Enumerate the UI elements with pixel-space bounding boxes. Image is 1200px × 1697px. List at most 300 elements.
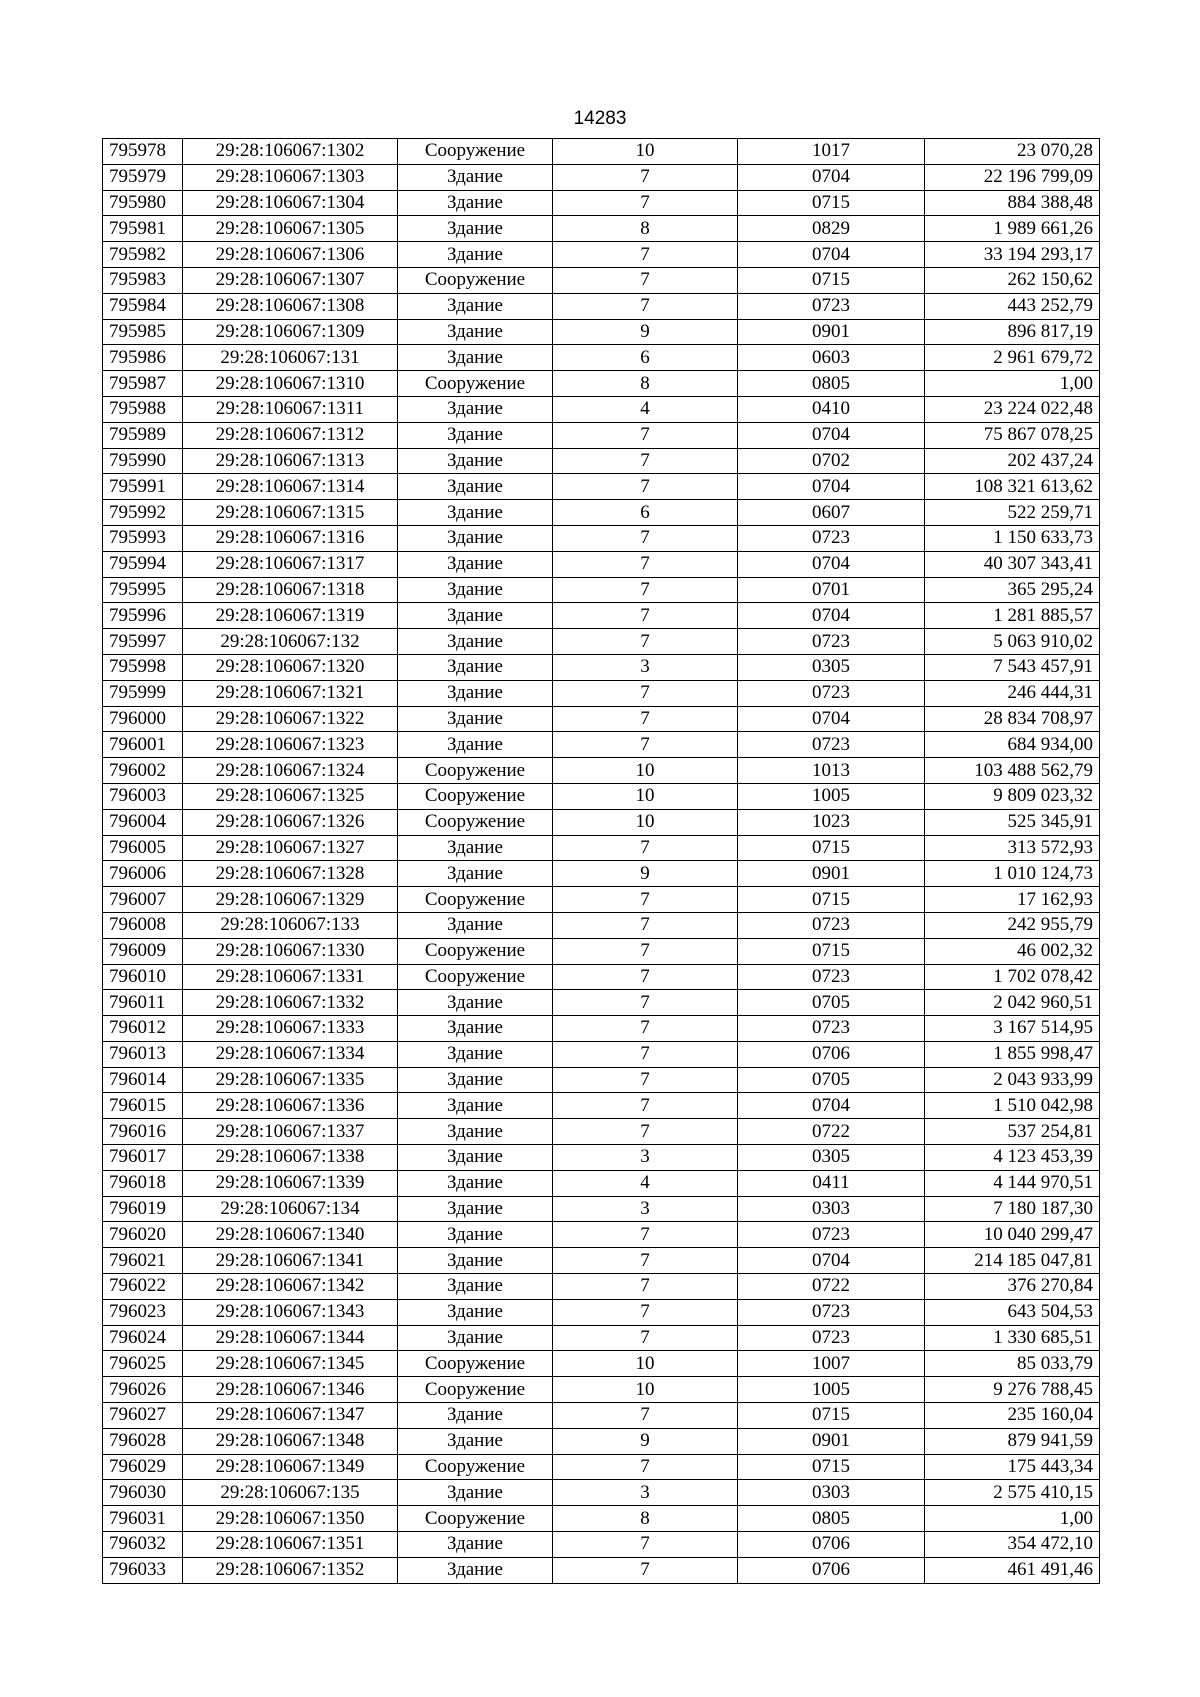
table-row [103, 1532, 1100, 1558]
row-number-cell: 795984 [103, 293, 183, 319]
table-row [103, 1067, 1100, 1093]
row-number-cell: 796022 [103, 1274, 183, 1300]
object-type-cell: Сооружение [398, 1506, 553, 1532]
group-cell: 7 [553, 1274, 738, 1300]
cadastral-value-cell: 28 834 708,97 [925, 706, 1100, 732]
group-cell: 7 [553, 1403, 738, 1429]
row-number-cell: 795990 [103, 448, 183, 474]
row-number-cell: 796013 [103, 1041, 183, 1067]
object-type-cell: Здание [398, 216, 553, 242]
cadastral-number-cell: 29:28:106067:1328 [183, 861, 398, 887]
table-row [103, 1377, 1100, 1403]
row-number-cell: 795985 [103, 319, 183, 345]
cadastral-value-cell: 1,00 [925, 1506, 1100, 1532]
cadastral-number-cell: 29:28:106067:1334 [183, 1041, 398, 1067]
code-cell: 0706 [738, 1041, 925, 1067]
code-cell: 1005 [738, 1377, 925, 1403]
cadastral-number-cell: 29:28:106067:1339 [183, 1170, 398, 1196]
group-cell: 6 [553, 500, 738, 526]
code-cell: 0715 [738, 835, 925, 861]
cadastral-value-cell: 46 002,32 [925, 938, 1100, 964]
object-type-cell: Здание [398, 732, 553, 758]
cadastral-number-cell: 29:28:106067:1352 [183, 1557, 398, 1583]
table-row [103, 1119, 1100, 1145]
cadastral-value-cell: 23 070,28 [925, 139, 1100, 165]
table-row [103, 1093, 1100, 1119]
group-cell: 7 [553, 835, 738, 861]
cadastral-number-cell: 29:28:106067:1303 [183, 164, 398, 190]
cadastral-value-cell: 4 123 453,39 [925, 1145, 1100, 1171]
object-type-cell: Здание [398, 603, 553, 629]
code-cell: 0723 [738, 1299, 925, 1325]
cadastral-value-cell: 365 295,24 [925, 577, 1100, 603]
object-type-cell: Здание [398, 345, 553, 371]
group-cell: 7 [553, 732, 738, 758]
table-row [103, 1145, 1100, 1171]
cadastral-number-cell: 29:28:106067:1347 [183, 1403, 398, 1429]
object-type-cell: Здание [398, 1480, 553, 1506]
table-row [103, 371, 1100, 397]
code-cell: 1005 [738, 783, 925, 809]
code-cell: 1023 [738, 809, 925, 835]
cadastral-number-cell: 29:28:106067:1335 [183, 1067, 398, 1093]
group-cell: 7 [553, 525, 738, 551]
group-cell: 7 [553, 474, 738, 500]
group-cell: 9 [553, 1428, 738, 1454]
code-cell: 0715 [738, 1403, 925, 1429]
object-type-cell: Здание [398, 1093, 553, 1119]
table-row [103, 835, 1100, 861]
object-type-cell: Сооружение [398, 1377, 553, 1403]
cadastral-number-cell: 29:28:106067:1311 [183, 396, 398, 422]
row-number-cell: 795993 [103, 525, 183, 551]
object-type-cell: Здание [398, 629, 553, 655]
cadastral-value-cell: 313 572,93 [925, 835, 1100, 861]
row-number-cell: 796019 [103, 1196, 183, 1222]
code-cell: 0901 [738, 319, 925, 345]
row-number-cell: 796008 [103, 912, 183, 938]
code-cell: 0704 [738, 474, 925, 500]
object-type-cell: Здание [398, 1067, 553, 1093]
group-cell: 3 [553, 1480, 738, 1506]
table-row [103, 603, 1100, 629]
object-type-cell: Здание [398, 500, 553, 526]
cadastral-number-cell: 29:28:106067:1332 [183, 990, 398, 1016]
code-cell: 0701 [738, 577, 925, 603]
table-row [103, 1041, 1100, 1067]
row-number-cell: 795986 [103, 345, 183, 371]
cadastral-value-cell: 242 955,79 [925, 912, 1100, 938]
object-type-cell: Сооружение [398, 1454, 553, 1480]
object-type-cell: Здание [398, 319, 553, 345]
table-row [103, 474, 1100, 500]
object-type-cell: Сооружение [398, 267, 553, 293]
cadastral-value-cell: 2 043 933,99 [925, 1067, 1100, 1093]
cadastral-value-cell: 1,00 [925, 371, 1100, 397]
object-type-cell: Здание [398, 1325, 553, 1351]
row-number-cell: 796015 [103, 1093, 183, 1119]
row-number-cell: 796021 [103, 1248, 183, 1274]
cadastral-value-cell: 643 504,53 [925, 1299, 1100, 1325]
object-type-cell: Сооружение [398, 887, 553, 913]
table-row [103, 1170, 1100, 1196]
cadastral-value-cell: 3 167 514,95 [925, 1016, 1100, 1042]
cadastral-number-cell: 29:28:106067:1351 [183, 1532, 398, 1558]
table-row [103, 1403, 1100, 1429]
group-cell: 7 [553, 164, 738, 190]
group-cell: 7 [553, 448, 738, 474]
row-number-cell: 796027 [103, 1403, 183, 1429]
cadastral-value-cell: 376 270,84 [925, 1274, 1100, 1300]
object-type-cell: Здание [398, 474, 553, 500]
code-cell: 0704 [738, 422, 925, 448]
code-cell: 0723 [738, 1222, 925, 1248]
row-number-cell: 796004 [103, 809, 183, 835]
row-number-cell: 796006 [103, 861, 183, 887]
object-type-cell: Здание [398, 1248, 553, 1274]
table-row [103, 783, 1100, 809]
code-cell: 0704 [738, 242, 925, 268]
object-type-cell: Здание [398, 422, 553, 448]
group-cell: 7 [553, 1248, 738, 1274]
row-number-cell: 795996 [103, 603, 183, 629]
group-cell: 8 [553, 1506, 738, 1532]
cadastral-number-cell: 29:28:106067:1313 [183, 448, 398, 474]
code-cell: 0704 [738, 164, 925, 190]
table-row [103, 422, 1100, 448]
cadastral-number-cell: 29:28:106067:131 [183, 345, 398, 371]
group-cell: 8 [553, 216, 738, 242]
row-number-cell: 795998 [103, 654, 183, 680]
row-number-cell: 796012 [103, 1016, 183, 1042]
object-type-cell: Здание [398, 242, 553, 268]
cadastral-number-cell: 29:28:106067:134 [183, 1196, 398, 1222]
code-cell: 0723 [738, 629, 925, 655]
cadastral-value-cell: 2 042 960,51 [925, 990, 1100, 1016]
code-cell: 1013 [738, 758, 925, 784]
row-number-cell: 796007 [103, 887, 183, 913]
code-cell: 0715 [738, 267, 925, 293]
group-cell: 7 [553, 629, 738, 655]
cadastral-value-cell: 443 252,79 [925, 293, 1100, 319]
group-cell: 7 [553, 1299, 738, 1325]
object-type-cell: Здание [398, 654, 553, 680]
object-type-cell: Здание [398, 190, 553, 216]
code-cell: 0723 [738, 964, 925, 990]
group-cell: 3 [553, 1196, 738, 1222]
table-row [103, 500, 1100, 526]
object-type-cell: Здание [398, 835, 553, 861]
row-number-cell: 796009 [103, 938, 183, 964]
object-type-cell: Сооружение [398, 1351, 553, 1377]
cadastral-value-cell: 461 491,46 [925, 1557, 1100, 1583]
code-cell: 0704 [738, 1093, 925, 1119]
group-cell: 7 [553, 551, 738, 577]
object-type-cell: Здание [398, 164, 553, 190]
code-cell: 0723 [738, 732, 925, 758]
cadastral-number-cell: 29:28:106067:1314 [183, 474, 398, 500]
table-row [103, 629, 1100, 655]
cadastral-number-cell: 29:28:106067:1302 [183, 139, 398, 165]
cadastral-number-cell: 29:28:106067:1320 [183, 654, 398, 680]
table-row [103, 1480, 1100, 1506]
object-type-cell: Сооружение [398, 371, 553, 397]
row-number-cell: 795992 [103, 500, 183, 526]
group-cell: 7 [553, 706, 738, 732]
table-row [103, 1351, 1100, 1377]
table-row [103, 809, 1100, 835]
object-type-cell: Здание [398, 1196, 553, 1222]
row-number-cell: 796014 [103, 1067, 183, 1093]
table-row [103, 1557, 1100, 1583]
row-number-cell: 796017 [103, 1145, 183, 1171]
table-row [103, 1299, 1100, 1325]
code-cell: 0723 [738, 680, 925, 706]
group-cell: 4 [553, 396, 738, 422]
table-row [103, 861, 1100, 887]
row-number-cell: 795982 [103, 242, 183, 268]
group-cell: 7 [553, 242, 738, 268]
cadastral-value-cell: 1 855 998,47 [925, 1041, 1100, 1067]
cadastral-number-cell: 29:28:106067:1315 [183, 500, 398, 526]
object-type-cell: Сооружение [398, 139, 553, 165]
cadastral-value-cell: 2 961 679,72 [925, 345, 1100, 371]
object-type-cell: Здание [398, 861, 553, 887]
row-number-cell: 795983 [103, 267, 183, 293]
code-cell: 0829 [738, 216, 925, 242]
code-cell: 0704 [738, 706, 925, 732]
cadastral-number-cell: 29:28:106067:1327 [183, 835, 398, 861]
row-number-cell: 796011 [103, 990, 183, 1016]
group-cell: 7 [553, 680, 738, 706]
object-type-cell: Здание [398, 1428, 553, 1454]
cadastral-value-cell: 1 510 042,98 [925, 1093, 1100, 1119]
group-cell: 7 [553, 422, 738, 448]
table-row [103, 1454, 1100, 1480]
cadastral-value-cell: 103 488 562,79 [925, 758, 1100, 784]
group-cell: 4 [553, 1170, 738, 1196]
cadastral-value-cell: 40 307 343,41 [925, 551, 1100, 577]
object-type-cell: Здание [398, 1532, 553, 1558]
cadastral-number-cell: 29:28:106067:1344 [183, 1325, 398, 1351]
table-row [103, 680, 1100, 706]
table-row [103, 964, 1100, 990]
cadastral-number-cell: 29:28:106067:1310 [183, 371, 398, 397]
row-number-cell: 795980 [103, 190, 183, 216]
cadastral-number-cell: 29:28:106067:1340 [183, 1222, 398, 1248]
group-cell: 10 [553, 758, 738, 784]
table-row [103, 216, 1100, 242]
group-cell: 3 [553, 654, 738, 680]
row-number-cell: 796023 [103, 1299, 183, 1325]
code-cell: 0723 [738, 293, 925, 319]
cadastral-number-cell: 29:28:106067:133 [183, 912, 398, 938]
code-cell: 1017 [738, 139, 925, 165]
object-type-cell: Здание [398, 1119, 553, 1145]
cadastral-number-cell: 29:28:106067:1319 [183, 603, 398, 629]
row-number-cell: 795987 [103, 371, 183, 397]
group-cell: 8 [553, 371, 738, 397]
table-row [103, 448, 1100, 474]
cadastral-number-cell: 29:28:106067:1345 [183, 1351, 398, 1377]
row-number-cell: 795978 [103, 139, 183, 165]
cadastral-value-cell: 537 254,81 [925, 1119, 1100, 1145]
group-cell: 9 [553, 319, 738, 345]
group-cell: 7 [553, 1454, 738, 1480]
group-cell: 7 [553, 938, 738, 964]
cadastral-number-cell: 29:28:106067:1337 [183, 1119, 398, 1145]
cadastral-value-cell: 175 443,34 [925, 1454, 1100, 1480]
page-number: 14283 [573, 108, 627, 129]
row-number-cell: 796010 [103, 964, 183, 990]
cadastral-number-cell: 29:28:106067:1342 [183, 1274, 398, 1300]
object-type-cell: Здание [398, 577, 553, 603]
group-cell: 7 [553, 190, 738, 216]
row-number-cell: 796024 [103, 1325, 183, 1351]
cadastral-value-cell: 879 941,59 [925, 1428, 1100, 1454]
row-number-cell: 796005 [103, 835, 183, 861]
table-row [103, 190, 1100, 216]
cadastral-number-cell: 29:28:106067:132 [183, 629, 398, 655]
row-number-cell: 796033 [103, 1557, 183, 1583]
cadastral-value-cell: 884 388,48 [925, 190, 1100, 216]
cadastral-value-cell: 17 162,93 [925, 887, 1100, 913]
object-type-cell: Здание [398, 448, 553, 474]
table-row [103, 319, 1100, 345]
group-cell: 7 [553, 1557, 738, 1583]
group-cell: 7 [553, 887, 738, 913]
code-cell: 0303 [738, 1480, 925, 1506]
cadastral-number-cell: 29:28:106067:1329 [183, 887, 398, 913]
cadastral-value-cell: 23 224 022,48 [925, 396, 1100, 422]
cadastral-number-cell: 29:28:106067:1322 [183, 706, 398, 732]
group-cell: 7 [553, 1093, 738, 1119]
code-cell: 0411 [738, 1170, 925, 1196]
cadastral-value-cell: 1 989 661,26 [925, 216, 1100, 242]
code-cell: 0805 [738, 371, 925, 397]
cadastral-number-cell: 29:28:106067:1341 [183, 1248, 398, 1274]
cadastral-number-cell: 29:28:106067:1309 [183, 319, 398, 345]
code-cell: 0901 [738, 861, 925, 887]
row-number-cell: 795989 [103, 422, 183, 448]
code-cell: 0723 [738, 1325, 925, 1351]
code-cell: 0704 [738, 1248, 925, 1274]
cadastral-value-cell: 33 194 293,17 [925, 242, 1100, 268]
object-type-cell: Здание [398, 1222, 553, 1248]
row-number-cell: 796003 [103, 783, 183, 809]
cadastral-number-cell: 29:28:106067:1308 [183, 293, 398, 319]
cadastral-value-cell: 214 185 047,81 [925, 1248, 1100, 1274]
row-number-cell: 796030 [103, 1480, 183, 1506]
group-cell: 3 [553, 1145, 738, 1171]
row-number-cell: 796000 [103, 706, 183, 732]
code-cell: 0715 [738, 938, 925, 964]
row-number-cell: 795999 [103, 680, 183, 706]
cadastral-value-cell: 9 276 788,45 [925, 1377, 1100, 1403]
object-type-cell: Здание [398, 1016, 553, 1042]
group-cell: 7 [553, 1016, 738, 1042]
table-row [103, 706, 1100, 732]
cadastral-value-cell: 75 867 078,25 [925, 422, 1100, 448]
row-number-cell: 795994 [103, 551, 183, 577]
object-type-cell: Здание [398, 912, 553, 938]
cadastral-value-cell: 1 702 078,42 [925, 964, 1100, 990]
object-type-cell: Здание [398, 1403, 553, 1429]
table-row [103, 139, 1100, 165]
row-number-cell: 796002 [103, 758, 183, 784]
cadastral-number-cell: 29:28:106067:1338 [183, 1145, 398, 1171]
code-cell: 0706 [738, 1557, 925, 1583]
object-type-cell: Здание [398, 525, 553, 551]
cadastral-number-cell: 29:28:106067:1318 [183, 577, 398, 603]
row-number-cell: 796001 [103, 732, 183, 758]
cadastral-value-cell: 7 543 457,91 [925, 654, 1100, 680]
row-number-cell: 796026 [103, 1377, 183, 1403]
object-type-cell: Сооружение [398, 783, 553, 809]
row-number-cell: 795995 [103, 577, 183, 603]
table-row [103, 887, 1100, 913]
object-type-cell: Здание [398, 1041, 553, 1067]
code-cell: 0705 [738, 1067, 925, 1093]
cadastral-value-cell: 354 472,10 [925, 1532, 1100, 1558]
cadastral-value-cell: 2 575 410,15 [925, 1480, 1100, 1506]
cadastral-value-cell: 10 040 299,47 [925, 1222, 1100, 1248]
cadastral-value-cell: 525 345,91 [925, 809, 1100, 835]
group-cell: 7 [553, 267, 738, 293]
code-cell: 0723 [738, 912, 925, 938]
table-row [103, 1428, 1100, 1454]
code-cell: 0715 [738, 1454, 925, 1480]
cadastral-number-cell: 29:28:106067:1323 [183, 732, 398, 758]
cadastral-number-cell: 29:28:106067:1325 [183, 783, 398, 809]
code-cell: 0305 [738, 1145, 925, 1171]
table-row [103, 1196, 1100, 1222]
cadastral-number-cell: 29:28:106067:1304 [183, 190, 398, 216]
cadastral-value-cell: 202 437,24 [925, 448, 1100, 474]
code-cell: 0723 [738, 525, 925, 551]
cadastral-number-cell: 29:28:106067:1331 [183, 964, 398, 990]
row-number-cell: 796032 [103, 1532, 183, 1558]
cadastral-number-cell: 29:28:106067:135 [183, 1480, 398, 1506]
cadastral-value-cell: 22 196 799,09 [925, 164, 1100, 190]
group-cell: 7 [553, 1222, 738, 1248]
table-row [103, 164, 1100, 190]
group-cell: 7 [553, 912, 738, 938]
cadastral-number-cell: 29:28:106067:1312 [183, 422, 398, 448]
row-number-cell: 795981 [103, 216, 183, 242]
row-number-cell: 796016 [103, 1119, 183, 1145]
object-type-cell: Сооружение [398, 809, 553, 835]
table-row [103, 396, 1100, 422]
cadastral-value-cell: 1 281 885,57 [925, 603, 1100, 629]
cadastral-number-cell: 29:28:106067:1324 [183, 758, 398, 784]
object-type-cell: Здание [398, 1274, 553, 1300]
object-type-cell: Здание [398, 396, 553, 422]
row-number-cell: 796018 [103, 1170, 183, 1196]
code-cell: 0715 [738, 887, 925, 913]
cadastral-value-cell: 5 063 910,02 [925, 629, 1100, 655]
table-row [103, 758, 1100, 784]
cadastral-number-cell: 29:28:106067:1346 [183, 1377, 398, 1403]
cadastral-value-cell: 684 934,00 [925, 732, 1100, 758]
group-cell: 7 [553, 964, 738, 990]
cadastral-number-cell: 29:28:106067:1316 [183, 525, 398, 551]
code-cell: 0303 [738, 1196, 925, 1222]
code-cell: 0702 [738, 448, 925, 474]
group-cell: 7 [553, 1325, 738, 1351]
object-type-cell: Здание [398, 1299, 553, 1325]
cadastral-value-cell: 896 817,19 [925, 319, 1100, 345]
